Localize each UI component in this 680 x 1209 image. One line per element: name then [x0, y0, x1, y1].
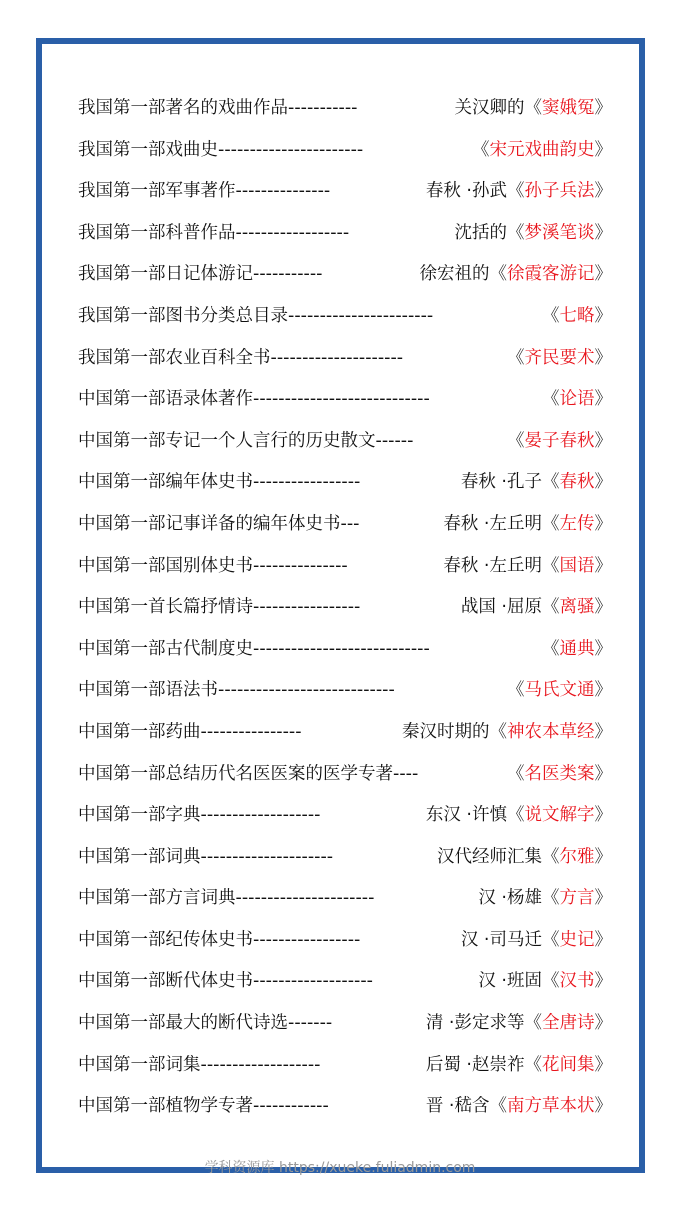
list-item — [78, 587, 612, 629]
entry-leader-dashes: ----------------- — [253, 929, 361, 950]
entry-book-title: 花间集 — [542, 1054, 595, 1075]
entry-leader-dashes: ------------ — [253, 1096, 329, 1117]
entry-book-title: 论语 — [559, 389, 595, 410]
entry-topic: 中国第一部纪传体史书 — [78, 929, 253, 950]
list-item — [78, 878, 612, 920]
entry-book-title: 宋元戏曲韵史 — [489, 139, 595, 160]
list-item — [78, 629, 612, 671]
entry-leader-dashes: ----------------- — [253, 472, 361, 493]
entry-leader-dashes: ------------------- — [200, 805, 321, 826]
entry-author: 徐宏祖的 — [419, 264, 490, 285]
entry-book: 《名医类案》 — [507, 763, 612, 784]
entry-topic: 中国第一部最大的断代诗选 — [78, 1013, 288, 1034]
list-item — [78, 88, 612, 130]
entry-author: 清 ·彭定求等 — [425, 1013, 525, 1034]
entry-book-title: 方言 — [559, 888, 595, 909]
entry-book: 《汉书》 — [542, 971, 612, 992]
entry-book: 《宋元戏曲韵史》 — [472, 139, 612, 160]
entry-author: 战国 ·屈原 — [460, 597, 542, 618]
entry-author: 春秋 ·左丘明 — [443, 555, 542, 576]
entry-book: 《通典》 — [542, 638, 612, 659]
entry-topic: 中国第一部总结历代名医医案的医学专著 — [78, 763, 393, 784]
list-item — [78, 670, 612, 712]
list-item — [78, 1045, 612, 1087]
firsts-list — [78, 88, 612, 1128]
list-item — [78, 837, 612, 879]
list-item — [78, 254, 612, 296]
entry-leader-dashes: ---------------------- — [235, 888, 375, 909]
entry-leader-dashes: ----------- — [253, 264, 323, 285]
entry-book-title: 窦娥冤 — [542, 98, 595, 118]
entry-book: 《左传》 — [542, 513, 612, 534]
entry-book: 《尔雅》 — [542, 846, 612, 867]
list-item — [78, 795, 612, 837]
entry-topic: 中国第一部方言词典 — [78, 888, 236, 909]
entry-book-title: 徐霞客游记 — [507, 264, 595, 285]
entry-author: 晋 ·嵇含 — [425, 1096, 490, 1117]
entry-author: 关汉卿的 — [454, 98, 525, 118]
entry-topic: 我国第一部科普作品 — [78, 222, 236, 243]
entry-book: 《南方草本状》 — [489, 1096, 612, 1117]
entry-topic: 中国第一部词典 — [78, 846, 201, 867]
entry-author: 春秋 ·孔子 — [460, 472, 542, 493]
entry-book-title: 通典 — [559, 638, 595, 659]
list-item — [78, 338, 612, 380]
entry-leader-dashes: ----------------- — [253, 597, 361, 618]
entry-leader-dashes: ------------------- — [253, 971, 373, 992]
entry-book: 《齐民要术》 — [507, 347, 612, 368]
list-item — [78, 1086, 612, 1128]
list-item — [78, 546, 612, 588]
entry-author: 沈括的 — [454, 222, 507, 243]
entry-topic: 我国第一部戏曲史 — [78, 139, 218, 160]
entry-book-title: 汉书 — [559, 971, 595, 992]
entry-book: 《花间集》 — [524, 1054, 612, 1075]
entry-leader-dashes: --------------------- — [200, 846, 334, 867]
entry-leader-dashes: --- — [340, 513, 360, 534]
entry-book: 《徐霞客游记》 — [489, 264, 612, 285]
entry-topic: 我国第一部农业百科全书 — [78, 347, 271, 368]
entry-book: 《七略》 — [542, 305, 612, 326]
list-item — [78, 462, 612, 504]
entry-topic: 中国第一部药曲 — [78, 721, 201, 742]
entry-book-title: 国语 — [559, 555, 595, 576]
entry-book-title: 尔雅 — [559, 846, 595, 867]
entry-book: 《窦娥冤》 — [524, 98, 612, 118]
entry-leader-dashes: --------------------- — [270, 347, 404, 368]
entry-book: 《马氏文通》 — [507, 680, 612, 701]
entry-book: 《孙子兵法》 — [507, 181, 612, 202]
entry-book: 《离骚》 — [542, 597, 612, 618]
entry-leader-dashes: --------------- — [235, 181, 331, 202]
entry-book: 《梦溪笔谈》 — [507, 222, 612, 243]
entry-book-title: 说文解字 — [524, 805, 595, 826]
entry-leader-dashes: ------ — [375, 430, 414, 451]
entry-book-title: 孙子兵法 — [524, 181, 595, 202]
entry-book-title: 马氏文通 — [524, 680, 595, 701]
entry-book-title: 南方草本状 — [507, 1096, 595, 1117]
entry-topic: 我国第一部著名的戏曲作品 — [78, 98, 288, 118]
entry-leader-dashes: ---------------------------- — [218, 680, 395, 701]
list-item — [78, 379, 612, 421]
entry-book-title: 名医类案 — [524, 763, 595, 784]
entry-author: 春秋 ·左丘明 — [443, 513, 542, 534]
entry-author: 汉 ·司马迁 — [460, 929, 542, 950]
entry-topic: 我国第一部军事著作 — [78, 181, 236, 202]
entry-leader-dashes: ------- — [288, 1013, 333, 1034]
entry-author: 汉代经师汇集 — [437, 846, 542, 867]
entry-leader-dashes: ------------------ — [235, 222, 350, 243]
entry-book-title: 全唐诗 — [542, 1013, 595, 1034]
entry-book: 《方言》 — [542, 888, 612, 909]
entry-book-title: 齐民要术 — [524, 347, 595, 368]
entry-author: 东汉 ·许慎 — [425, 805, 507, 826]
entry-author: 汉 ·杨雄 — [478, 888, 542, 909]
entry-topic: 中国第一部语录体著作 — [78, 389, 253, 410]
entry-topic: 中国第一部语法书 — [78, 680, 218, 701]
list-item — [78, 712, 612, 754]
entry-book: 《国语》 — [542, 555, 612, 576]
entry-topic: 中国第一部记事详备的编年体史书 — [78, 513, 341, 534]
entry-topic: 中国第一部词集 — [78, 1054, 201, 1075]
entry-leader-dashes: ---- — [393, 763, 419, 784]
entry-leader-dashes: ---------------------------- — [253, 638, 430, 659]
entry-book: 《全唐诗》 — [524, 1013, 612, 1034]
list-item — [78, 754, 612, 796]
list-item — [78, 421, 612, 463]
entry-book-title: 史记 — [559, 929, 595, 950]
entry-topic: 中国第一部植物学专著 — [78, 1096, 253, 1117]
entry-topic: 我国第一部日记体游记 — [78, 264, 253, 285]
watermark-text: 学科资源库 https://xueke.fuliadmin.com — [204, 1160, 476, 1176]
entry-book-title: 左传 — [559, 513, 595, 534]
entry-book-title: 晏子春秋 — [524, 430, 595, 451]
list-item — [78, 920, 612, 962]
entry-book: 《晏子春秋》 — [507, 430, 612, 451]
entry-author: 秦汉时期的 — [402, 721, 490, 742]
entry-leader-dashes: ---------------------------- — [253, 389, 430, 410]
entry-author: 后蜀 ·赵崇祚 — [425, 1054, 525, 1075]
list-item — [78, 171, 612, 213]
list-item — [78, 213, 612, 255]
entry-book: 《神农本草经》 — [489, 721, 612, 742]
entry-topic: 中国第一部专记一个人言行的历史散文 — [78, 430, 376, 451]
entry-book-title: 七略 — [559, 305, 595, 326]
entry-book-title: 春秋 — [559, 472, 595, 493]
entry-book-title: 神农本草经 — [507, 721, 595, 742]
entry-leader-dashes: ----------- — [288, 98, 358, 118]
list-item — [78, 961, 612, 1003]
entry-topic: 中国第一部古代制度史 — [78, 638, 253, 659]
entry-leader-dashes: ----------------------- — [288, 305, 434, 326]
entry-leader-dashes: ---------------- — [200, 721, 302, 742]
entry-book-title: 梦溪笔谈 — [524, 222, 595, 243]
entry-topic: 中国第一部编年体史书 — [78, 472, 253, 493]
list-item — [78, 130, 612, 172]
entry-book: 《史记》 — [542, 929, 612, 950]
entry-topic: 中国第一部国别体史书 — [78, 555, 253, 576]
entry-topic: 中国第一首长篇抒情诗 — [78, 597, 253, 618]
entry-book: 《论语》 — [542, 389, 612, 410]
list-item — [78, 504, 612, 546]
entry-leader-dashes: --------------- — [253, 555, 348, 576]
entry-author: 汉 ·班固 — [478, 971, 542, 992]
entry-topic: 我国第一部图书分类总目录 — [78, 305, 288, 326]
list-item — [78, 1003, 612, 1045]
entry-book-title: 离骚 — [559, 597, 595, 618]
page-frame — [36, 38, 645, 1173]
entry-topic: 中国第一部字典 — [78, 805, 201, 826]
entry-topic: 中国第一部断代体史书 — [78, 971, 253, 992]
entry-author: 春秋 ·孙武 — [425, 181, 507, 202]
entry-leader-dashes: ----------------------- — [218, 139, 364, 160]
list-item — [78, 296, 612, 338]
entry-leader-dashes: ------------------- — [200, 1054, 321, 1075]
entry-book: 《说文解字》 — [507, 805, 612, 826]
entry-book: 《春秋》 — [542, 472, 612, 493]
